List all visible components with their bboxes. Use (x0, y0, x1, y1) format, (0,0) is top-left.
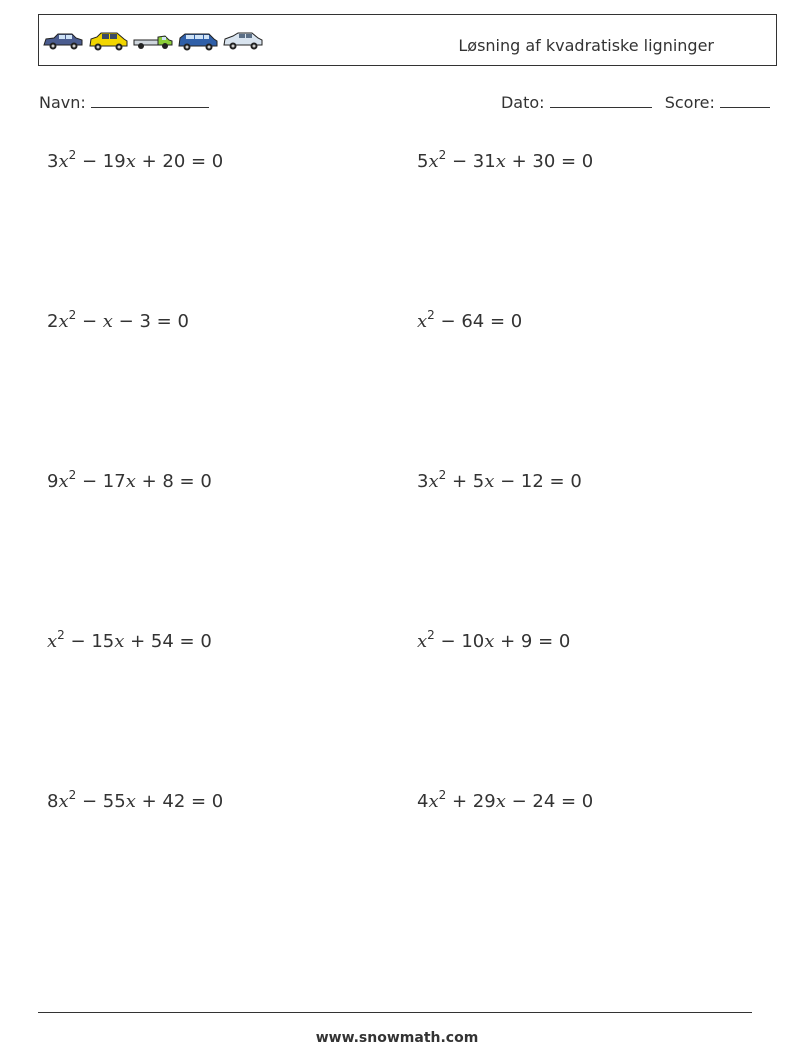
problem-6: $3x^2 + 5x - 12 = 0$ (417, 468, 582, 492)
hatchback-car-icon (87, 30, 129, 52)
problem-8: $x^2 - 10x + 9 = 0$ (417, 628, 571, 652)
problem-9: $8x^2 - 55x + 42 = 0$ (47, 788, 224, 812)
problem-2: $5x^2 - 31x + 30 = 0$ (417, 148, 594, 172)
date-blank[interactable] (550, 93, 652, 108)
suv-car-icon (177, 30, 219, 52)
problem-4: $x^2 - 64 = 0$ (417, 308, 523, 332)
score-blank[interactable] (720, 93, 770, 108)
problem-3: $2x^2 - x - 3 = 0$ (47, 308, 189, 332)
date-label: Dato: (500, 93, 545, 112)
score-label: Score: (664, 93, 715, 112)
header-box (38, 14, 777, 66)
footer-divider (38, 1012, 752, 1013)
footer-url[interactable]: www.snowmath.com (315, 1030, 479, 1046)
pickup-truck-icon (132, 30, 174, 52)
date-score-fields (501, 93, 770, 112)
problem-5: $9x^2 - 17x + 8 = 0$ (47, 468, 212, 492)
sedan-car-icon (42, 30, 84, 52)
problem-1: $3x^2 - 19x + 20 = 0$ (47, 148, 224, 172)
problem-10: $4x^2 + 29x - 24 = 0$ (417, 788, 594, 812)
problem-7: $x^2 - 15x + 54 = 0$ (47, 628, 212, 652)
name-label: Navn: (39, 93, 86, 112)
name-blank[interactable] (91, 93, 209, 108)
worksheet-title: Løsning af kvadratiske ligninger (458, 36, 714, 55)
crossover-car-icon (222, 30, 264, 52)
name-field (39, 93, 209, 112)
car-icons (42, 30, 264, 52)
